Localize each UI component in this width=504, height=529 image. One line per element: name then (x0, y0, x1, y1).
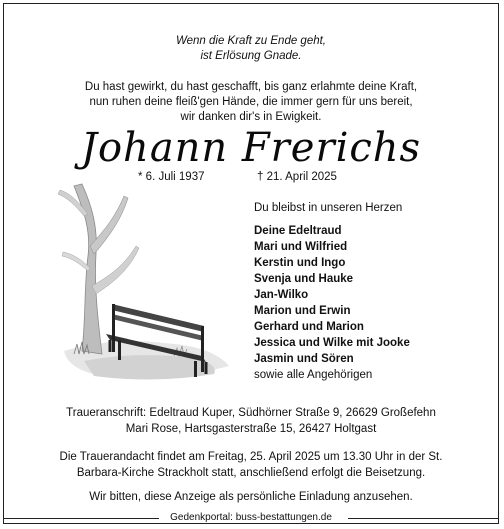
service-line: Die Trauerandacht findet am Freitag, 25. April 2025 um 13.30 Uhr in der St. (59, 451, 443, 463)
address-line: Traueranschrift: Edeltraud Kuper, Südhörner Straße 9, 26629 Großefehn (66, 407, 436, 419)
mourner-name: Jan-Wilko (254, 289, 309, 301)
invitation-note: Wir bitten, diese Anzeige als persönliche Einladung anzusehen. (89, 491, 413, 503)
birth-date: * 6. Juli 1937 (138, 171, 205, 183)
mourner-name: Kerstin und Ingo (254, 257, 346, 269)
service-line: Barbara-Kirche Strackholt statt, anschließend erfolgt die Beisetzung. (76, 467, 426, 479)
mourner-name: Gerhard und Marion (254, 321, 364, 333)
obituary-card (3, 3, 499, 524)
verse-line: nun ruhen deine fleiß'gen Hände, die immer gern für uns bereit, (89, 96, 413, 108)
footer (4, 510, 498, 524)
memorial-portal-link[interactable]: Gedenkportal: buss-bestattungen.de (170, 512, 332, 523)
verse-line: wir danken dir's in Ewigkeit. (180, 111, 322, 123)
address-line: Mari Rose, Hartsgasterstraße 15, 26427 Holtgast (125, 423, 377, 435)
motto-line: Wenn die Kraft zu Ende geht, (175, 35, 327, 47)
motto-line: ist Erlösung Gnade. (200, 50, 302, 62)
mourner-name: Svenja und Hauke (254, 273, 354, 285)
mourner-name: Mari und Wilfried (254, 241, 348, 253)
mourners-closing: sowie alle Angehörigen (254, 369, 373, 381)
verse (4, 80, 498, 125)
service-info (4, 449, 498, 481)
deceased-name: Johann Frerichs (80, 125, 422, 171)
mourner-name: Jasmin und Sören (254, 353, 354, 365)
mourner-name: Deine Edeltraud (254, 225, 342, 237)
motto (4, 34, 498, 64)
tree-and-bench-icon (54, 176, 234, 391)
verse-line: Du hast gewirkt, du hast geschafft, bis ganz erlahmte deine Kraft, (84, 81, 418, 93)
mourner-name: Jessica und Wilke mit Jooke (254, 337, 410, 349)
mourners (254, 200, 410, 383)
condolence-address (4, 405, 498, 437)
death-date: † 21. April 2025 (257, 171, 337, 183)
mourner-name: Marion und Erwin (254, 305, 351, 317)
mourners-intro: Du bleibst in unseren Herzen (254, 202, 403, 214)
